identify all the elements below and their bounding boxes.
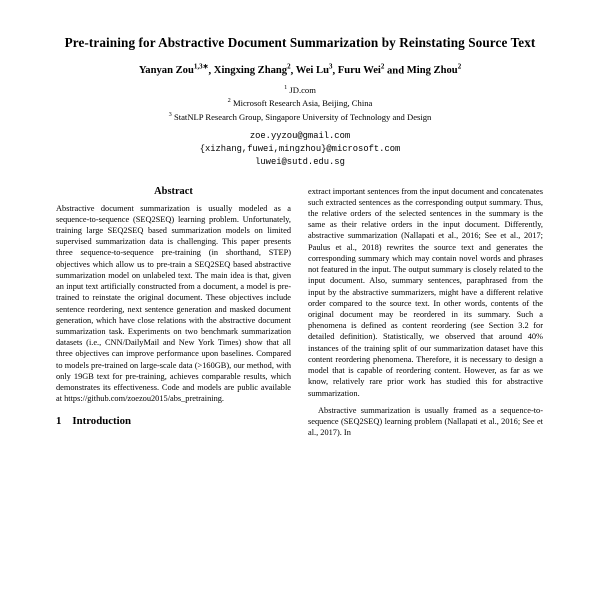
author-1: Xingxing Zhang$^2$	[213, 62, 291, 77]
email-2: luwei@sutd.edu.sg	[255, 157, 345, 168]
author-0-affiliation-marker: 1,3∗	[193, 62, 209, 71]
affiliation-1	[56, 96, 544, 109]
abstract-paragraph: Abstractive document summarization is usually modeled as a sequence-to-sequence (SEQ2SEQ) learning problem. Unfortunately, training large SEQ2SEQ based summarization models on limited supervised summarization data is challenging. This paper presents three sequence-to-sequence pre-training (in shorthand, STEP) objectives which allow us to pre-train a SEQ2SEQ based abstractive summarization model on unlabeled text. The main idea is that, given an input text artificially constructed from a document, a model is pre-trained to reinstate the original document. These objectives include sentence reordering, next sentence generation and masked document generation, which have close relations with the abstractive document summarization task. Experiments on two benchmark summarization datasets (i.e., CNN/DailyMail and New York Times) show that all three objectives can improve performance upon baselines. Compared to models pre-trained on large-scale data (>160GB), our method, with only 19GB text for pre-training, achieves comparable results, which demonstrates its effectiveness. Code and models are public available at https://github.com/zoezou2015/abs_pretraining.	[56, 203, 291, 404]
right-column	[308, 186, 543, 445]
email-1: {xizhang,fuwei,mingzhou}@microsoft.com	[199, 144, 401, 155]
affiliation-2-marker: 3	[168, 110, 172, 118]
section-number: 1	[56, 414, 62, 427]
author-3: Furu Wei$^2$	[337, 62, 385, 77]
author-4-affiliation-marker: 2	[457, 62, 462, 71]
abstract-heading: Abstract	[154, 185, 193, 197]
two-column-body	[56, 186, 544, 445]
author-4: Ming Zhou$^2$	[406, 62, 462, 77]
author-2-affiliation-marker: 3	[328, 62, 333, 71]
author-0: Yanyan Zou$^{1,3∗}$	[138, 62, 209, 77]
author-2: Wei Lu$^3$	[295, 62, 333, 77]
affiliation-0-text: JD.com	[289, 84, 316, 95]
affiliation-1-marker: 2	[227, 97, 231, 105]
email-list	[56, 130, 544, 170]
section-title: Introduction	[72, 414, 132, 427]
affiliation-0	[56, 83, 544, 96]
affiliation-2-text: StatNLP Research Group, Singapore University of Technology and Design	[173, 111, 432, 122]
author-list: Yanyan Zou$^{1,3∗}$, Xingxing Zhang$^2$, Wei Lu$^3$, Furu Wei$^2$ and Ming Zhou$^2$	[138, 62, 462, 77]
page-title: Pre-training for Abstractive Document Summarization by Reinstating Source Text	[64, 35, 536, 50]
body-paragraph-1: extract important sentences from the input document and concatenates such extracted sentences as the corresponding output summary. Thus, the relative orders of the selected sentences in the summary is the same as their relative orders in the input document. Differently, abstractive summarization (Nallapati et al., 2016; See et al., 2017; Paulus et al., 2018) rewrites the source text and generates the corresponding summary which may contain novel words and phrases not featured in the input. The output summary is closely related to the input document. Also, summary sentences, paraphrased from the input by the abstractive summarizers, might have a different relative order compared to the source text. In other words, contents of the original document may be reordered in its summary. Such a phenomena is defined as content reordering (see Section 3.2 for detailed definition). Statistically, we observed that around 40% instances of the training split of our summarization dataset have this content reordering phenomena. Therefore, it is necessary to design a model that is capable of reordering content. However, as far as we know, relatively rare prior work has studied this for abstractive summarization.	[308, 186, 543, 398]
left-column	[56, 186, 291, 445]
email-0: zoe.yyzou@gmail.com	[249, 131, 351, 142]
author-3-affiliation-marker: 2	[380, 62, 385, 71]
body-paragraph-2: Abstractive summarization is usually framed as a sequence-to-sequence (SEQ2SEQ) learning problem (Nallapati et al., 2016; See et al., 2017). In	[308, 405, 543, 438]
section-heading-introduction	[56, 415, 291, 427]
affiliation-1-text: Microsoft Research Asia, Beijing, China	[232, 98, 373, 109]
affiliation-2	[56, 110, 544, 123]
affiliation-0-marker: 1	[284, 84, 288, 92]
author-1-affiliation-marker: 2	[287, 62, 291, 71]
